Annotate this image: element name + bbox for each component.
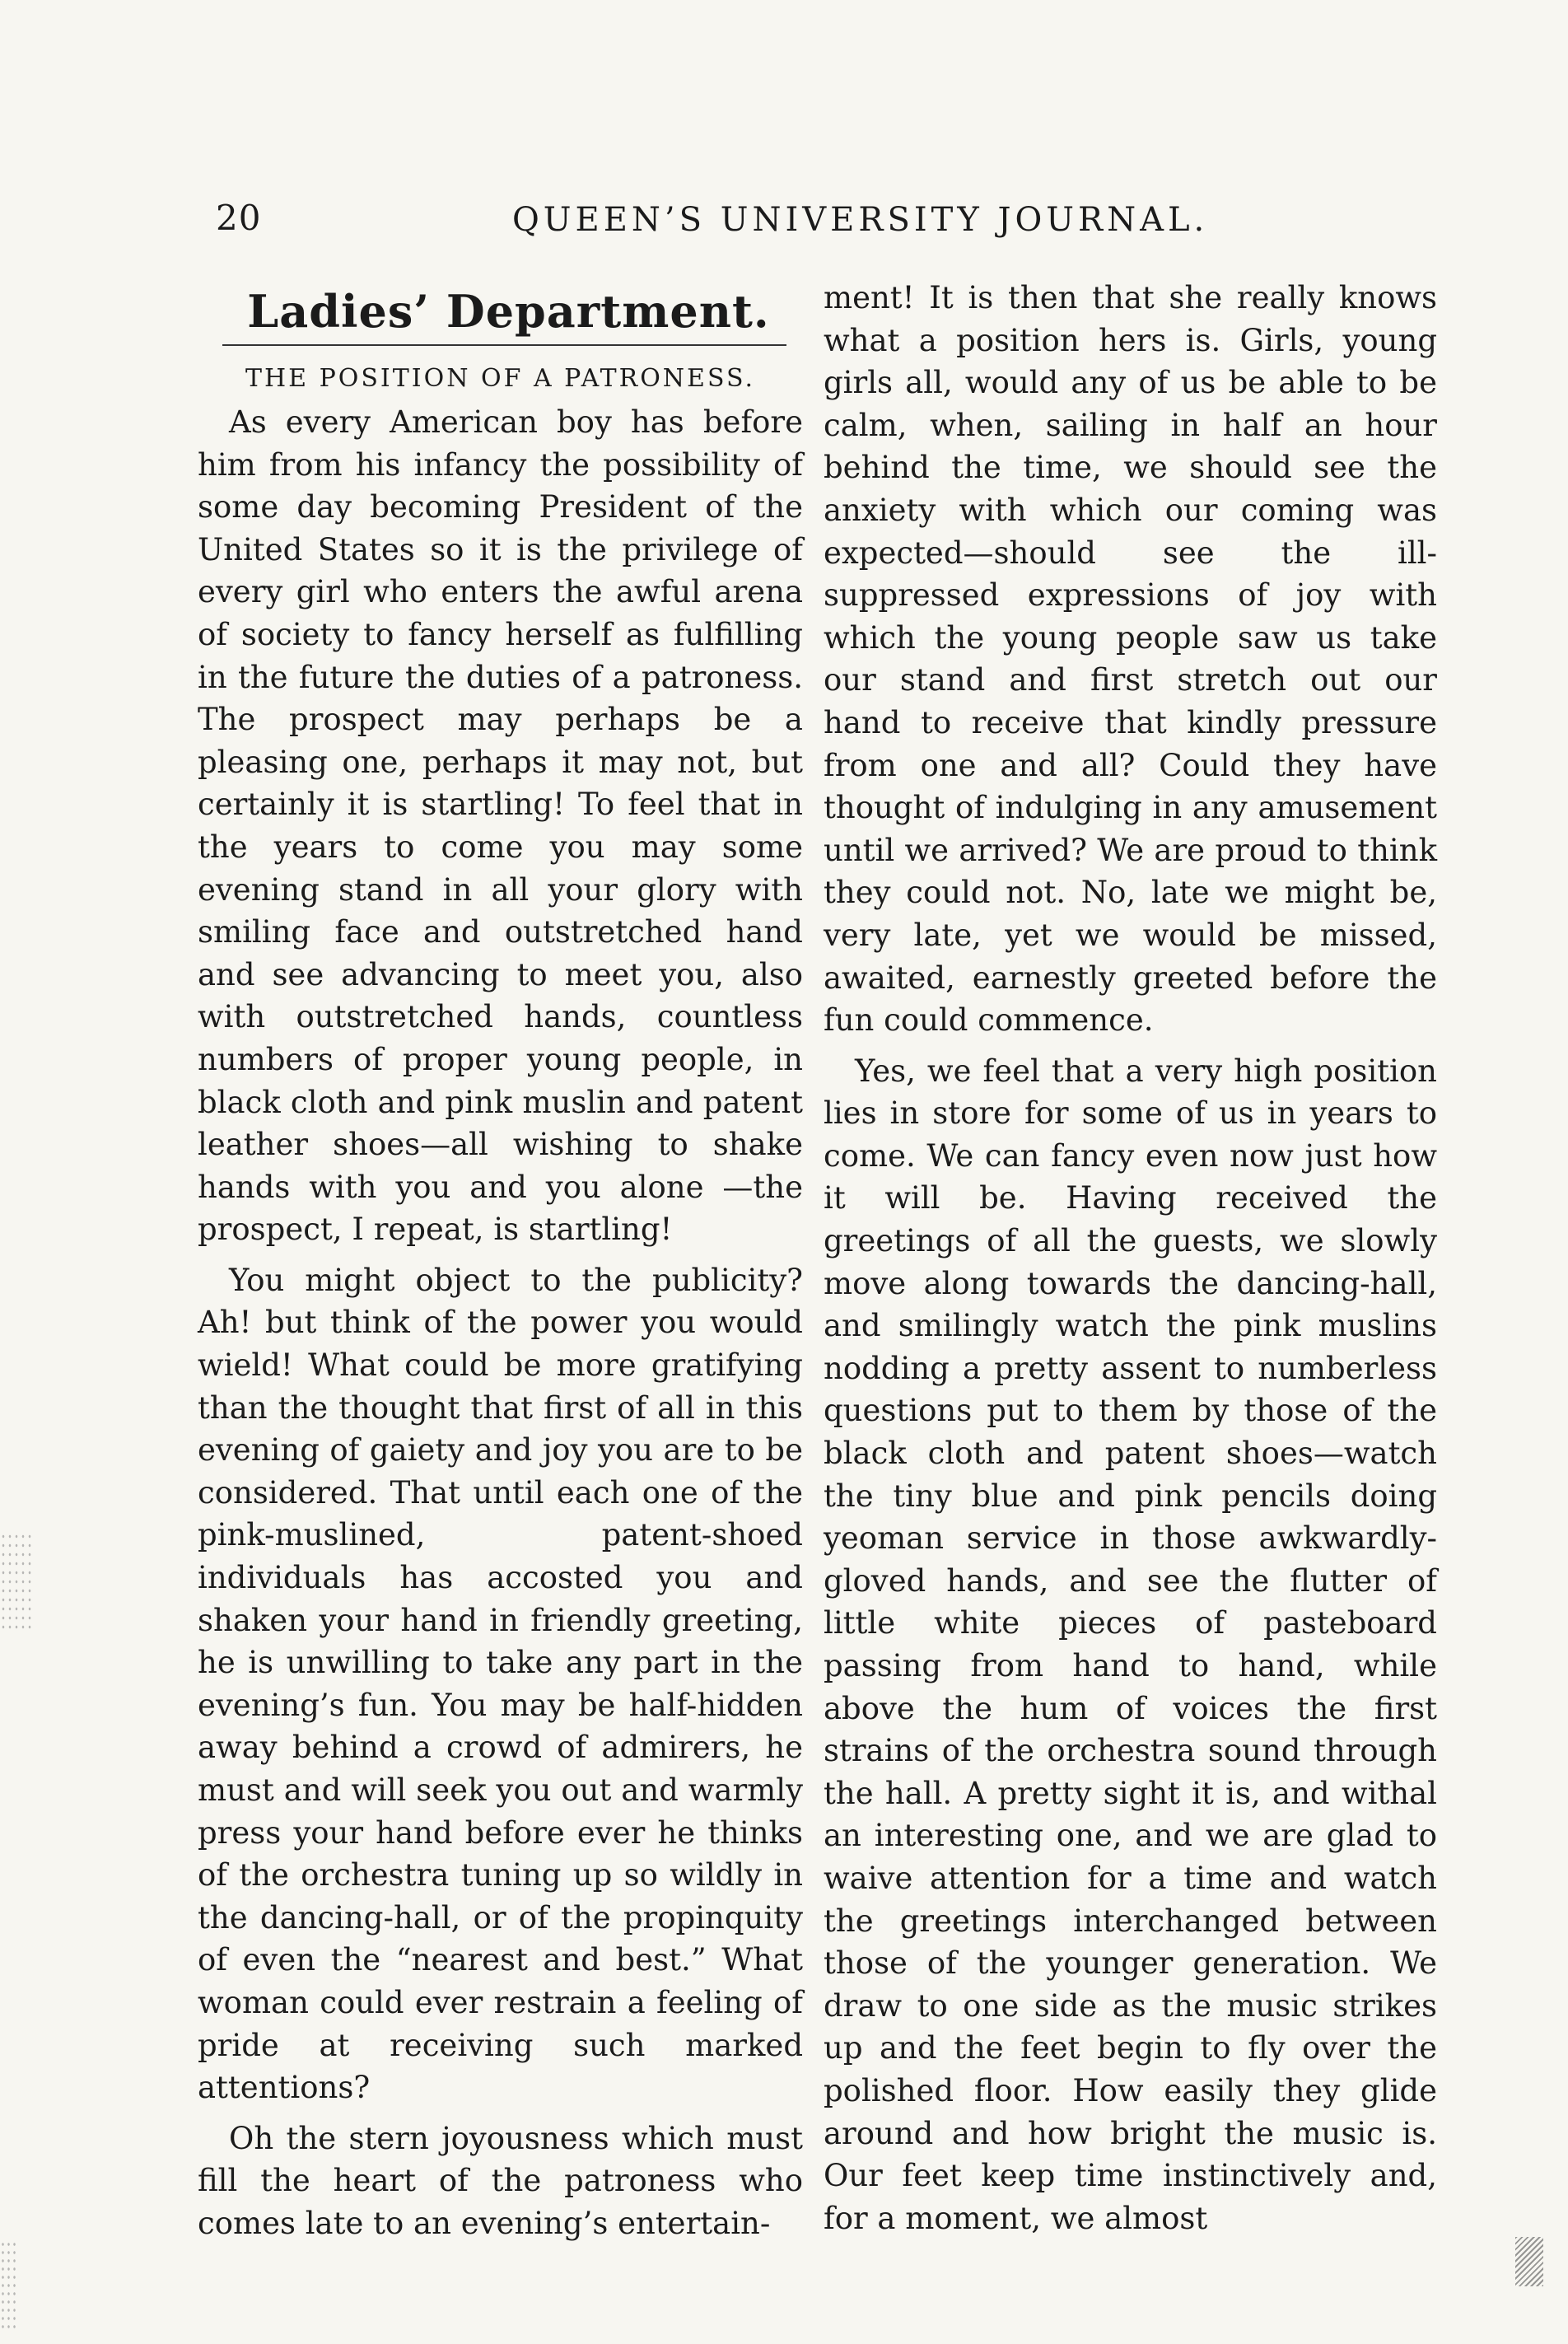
- article-subtitle: THE POSITION OF A PATRONESS.: [245, 364, 756, 393]
- left-column: [198, 277, 803, 2245]
- paragraph: Oh the stern joyousness which must fill the heart of the patroness who comes late to an evening’s entertain-: [198, 2120, 803, 2241]
- heading-rule: [222, 344, 786, 346]
- paragraph: As every American boy has before him from his infancy the possibility of some day becoming President of the United States so it is the privilege of every girl who enters the awful arena of society to fancy herself as fulfilling in the future the duties of a patroness. The prospect may perhaps be a pleasing one, perhaps it may not, but certainly it is startling! To feel that in the years to come you may some evening stand in all your glory with smiling face and outstretched hand and see advancing to meet you, also with outstretched hands, countless numbers of proper young people, in black cloth and pink muslin and patent leather shoes—all wishing to shake hands with you and you alone —the prospect, I repeat, is startling!: [198, 404, 803, 1248]
- scan-corner-mark: [1515, 2237, 1543, 2286]
- paragraph: Yes, we feel that a very high position lies in store for some of us in years to come. We can fancy even now just how it will be. Having received the greetings of all the guests, we slowly move along towards the dancing-hall, and smilingly watch the pink muslins nodding a pretty assent to numberless questions put to them by those of the black cloth and patent shoes—watch the tiny blue and pink pencils doing yeoman service in those awkwardly-gloved hands, and see the flutter of little white pieces of pasteboard passing from hand to hand, while above the hum of voices the first strains of the orchestra sound through the hall. A pretty sight it is, and withal an interesting one, and we are glad to waive attention for a time and watch the greetings interchanged between those of the younger generation. We draw to one side as the music strikes up and the feet begin to fly over the polished floor. How easily they glide around and how bright the music is. Our feet keep time instinctively and, for a moment, we almost: [824, 1053, 1437, 2236]
- department-heading: Ladies’ Department.: [247, 285, 770, 338]
- right-column: [824, 277, 1437, 2239]
- journal-title: QUEEN’S UNIVERSITY JOURNAL.: [512, 201, 1209, 239]
- scan-edge-speckle: [0, 1532, 33, 1631]
- paragraph: You might object to the publicity? Ah! but think of the power you would wield! What could be more gratifying than the thought that first of all in this evening of gaiety and joy you are to be considered. That until each one of the pink-muslined, patent-shoed individuals has accosted you and shaken your hand in friendly greeting, he is unwilling to take any part in the evening’s fun. You may be half-hidden away behind a crowd of admirers, he must and will seek you out and warmly press your hand before ever he thinks of the orchestra tuning up so wildly in the dancing-hall, or of the propinquity of even the “nearest and best.” What woman could ever restrain a feeling of pride at receiving such marked attentions?: [198, 1262, 803, 2106]
- page-number: 20: [216, 198, 262, 238]
- paragraph: ment! It is then that she really knows what a position hers is. Girls, young girls all, would any of us be able to be calm, when, sailing in half an hour behind the time, we should see the anxiety with which our coming was expected—should see the ill-suppressed expressions of joy with which the young people saw us take our stand and first stretch out our hand to receive that kindly pressure from one and all? Could they have thought of indulging in any amusement until we arrived? We are proud to think they could not. No, late we might be, very late, yet we would be missed, awaited, earnestly greeted before the fun could commence.: [824, 280, 1437, 1039]
- running-head: [216, 198, 1435, 247]
- scan-edge-speckle: [0, 2240, 18, 2331]
